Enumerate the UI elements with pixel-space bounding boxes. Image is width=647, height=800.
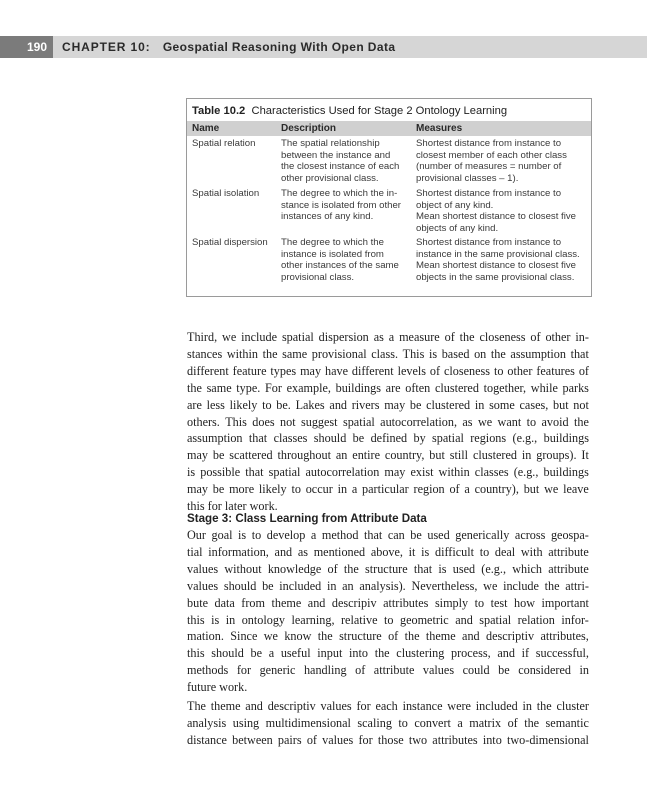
column-header-measures: Measures [416, 123, 463, 134]
row-description: The degree to which the in- stance is isolated from other instances of any kind. [281, 188, 401, 223]
page-number: 190 [0, 36, 53, 58]
chapter-heading [62, 36, 395, 58]
chapter-title: Geospatial Reasoning With Open Data [162, 40, 396, 54]
row-name: Spatial dispersion [192, 237, 268, 248]
row-measures: Shortest distance from instance to instance in the same provisional class. Mean shortest distance to closest five objects in the same provisional class. [416, 237, 580, 283]
table-row [187, 138, 591, 188]
paragraph-spatial-dispersion: Third, we include spatial dispersion as a measure of the closeness of other in- stances within the same provisional class. This is based on the assumption that different feature types may have different levels of closeness to other features of the same type. For example, buildings are often clustered together, while parks are less likely to be. Lakes and rivers may be clustered in some cases, but not others. This does not suggest spatial autocorrelation, as we want to avoid the assumption that classes should be defined by spatial regions (e.g., buildings may be scattered throughout an entire country, but still clustered in groups). It is possible that spatial autocorrelation may exist within classes (e.g., buildings may be more likely to occur in a particular region of a country), but we leave this for later work. [187, 330, 589, 514]
paragraph-theme-values: The theme and descriptiv values for each instance were included in the cluster analysis using multidimensional scaling to convert a matrix of the semantic distance between pairs of values for those two attributes into two-dimensional [187, 699, 589, 747]
row-description: The spatial relationship between the instance and the closest instance of each other provisional class. [281, 138, 400, 184]
paragraph-class-learning: Our goal is to develop a method that can be used generically across geospa- tial information, and as mentioned above, it is difficult to deal with attribute values without knowledge of the structure that is used (e.g., which attribute values should be included in an analysis). Nevertheless, we include the attri- bute data from theme and descripiv attributes simply to test how important this is in ontology learning, relative to geometric and spatial relation infor- mation. Since we know the structure of the theme and descriptiv attributes, this should be a useful input into the clustering process, and if successful, methods for generic handling of attribute values could be considered in future work. [187, 528, 589, 695]
table-row [187, 237, 591, 287]
row-description: The degree to which the instance is isolated from other instances of the same provisional class. [281, 237, 399, 283]
chapter-label: CHAPTER 10: [62, 40, 151, 54]
row-measures: Shortest distance from instance to object of any kind. Mean shortest distance to closest five objects of any kind. [416, 188, 576, 234]
row-measures: Shortest distance from instance to closest member of each other class (number of measures = number of provisional classes – 1). [416, 138, 567, 184]
table-caption-text: Characteristics Used for Stage 2 Ontology Learning [251, 105, 508, 117]
running-header [0, 36, 647, 58]
table-caption [187, 99, 591, 121]
row-name: Spatial relation [192, 138, 256, 149]
column-header-name: Name [192, 123, 220, 134]
table-caption-number: Table 10.2 [192, 105, 246, 117]
section-heading: Stage 3: Class Learning from Attribute Data [187, 512, 427, 525]
row-name: Spatial isolation [192, 188, 260, 199]
table-row [187, 188, 591, 237]
column-header-description: Description [281, 123, 337, 134]
table-header-row [187, 121, 591, 136]
characteristics-table [186, 98, 592, 297]
